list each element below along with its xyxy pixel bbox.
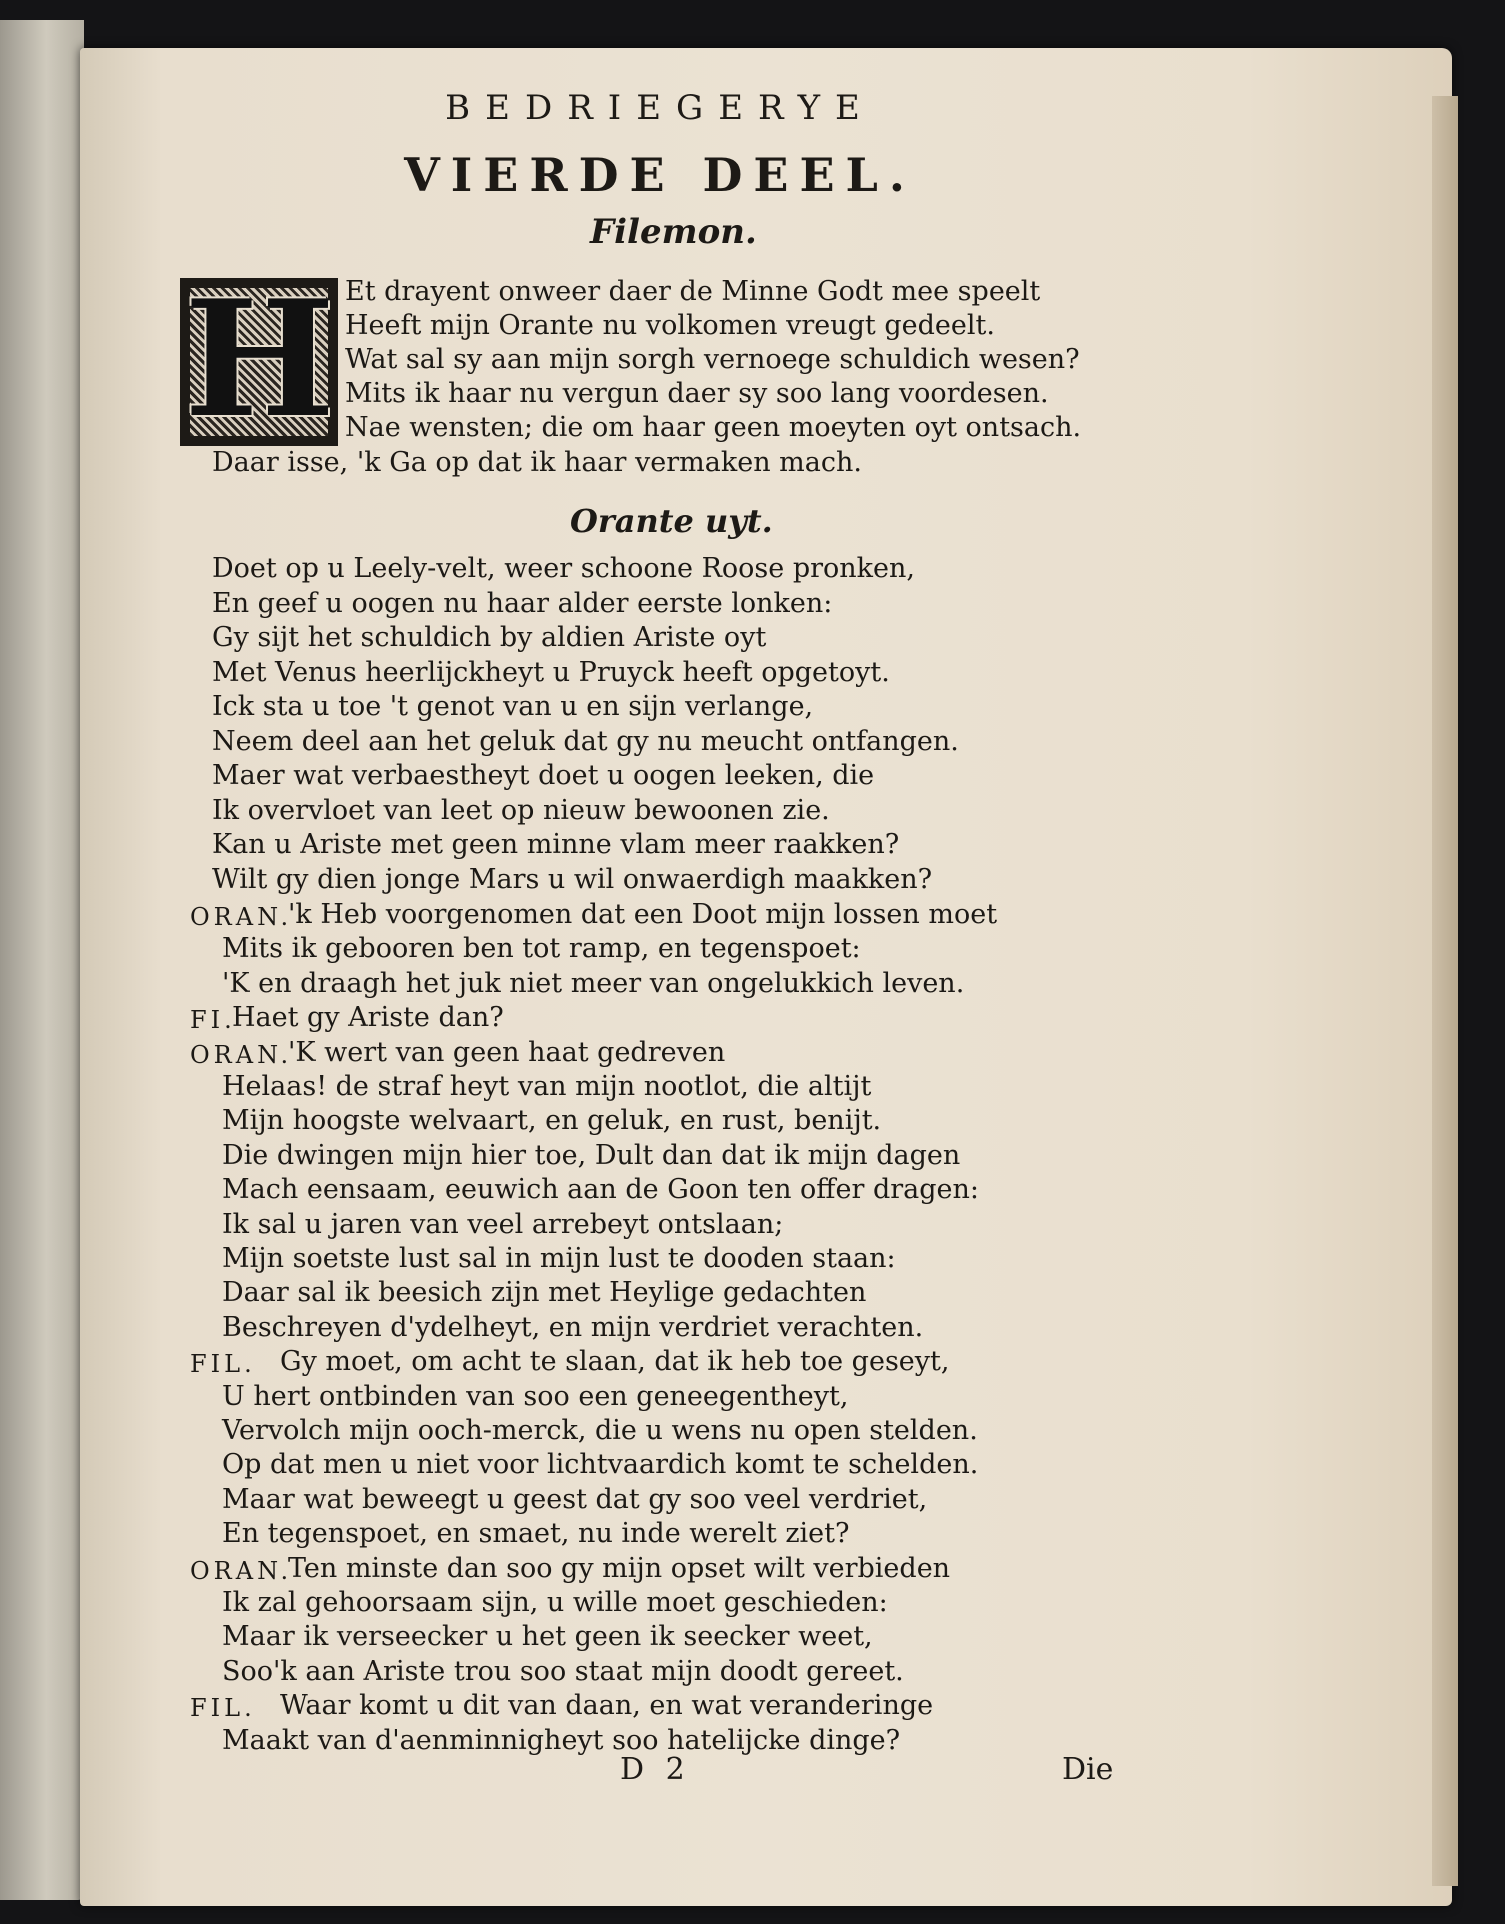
dialogue-line: 'K en draagh het juk niet meer van ongelukkich leven. bbox=[222, 967, 965, 999]
section-title: VIERDE DEEL. bbox=[404, 148, 916, 202]
facing-page-edge bbox=[0, 20, 84, 1900]
dialogue-line: Gy moet, om acht te slaan, dat ik heb toe geseyt, bbox=[280, 1346, 950, 1378]
dialogue-line: 'k Heb voorgenomen dat een Doot mijn lossen moet bbox=[288, 899, 998, 930]
dialogue-line: Maakt van d'aenminnigheyt soo hatelijcke dinge? bbox=[222, 1724, 901, 1756]
signature-mark: D 2 bbox=[620, 1752, 691, 1787]
page-fore-edge bbox=[1432, 96, 1458, 1886]
verse-line: Et drayent onweer daer de Minne Godt mee speelt bbox=[345, 276, 1041, 307]
dialogue-line: U hert ontbinden van soo een geneegentheyt, bbox=[222, 1380, 849, 1412]
verse-line: Wat sal sy aan mijn sorgh vernoege schuldich wesen? bbox=[345, 344, 1080, 375]
dialogue-line: Ten minste dan soo gy mijn opset wilt verbieden bbox=[288, 1552, 951, 1584]
dialogue-line: Mijn hoogste welvaart, en geluk, en rust, benijt. bbox=[222, 1105, 882, 1137]
speaker-heading-filemon: Filemon. bbox=[590, 212, 757, 252]
dialogue-line: Mijn soetste lust sal in mijn lust te dooden staan: bbox=[222, 1243, 896, 1274]
dialogue-line: Mach eensaam, eeuwich aan de Goon ten offer dragen: bbox=[222, 1174, 979, 1206]
verse-line: Daar isse, 'k Ga op dat ik haar vermaken mach. bbox=[212, 447, 862, 478]
catchword: Die bbox=[1062, 1752, 1114, 1787]
dialogue-line: Haet gy Ariste dan? bbox=[232, 1002, 504, 1034]
dialogue-line: Ik zal gehoorsaam sijn, u wille moet geschieden: bbox=[222, 1587, 888, 1618]
dialogue-line: Beschreyen d'ydelheyt, en mijn verdriet verachten. bbox=[222, 1311, 924, 1343]
dialogue-line: Maar ik verseecker u het geen ik seecker weet, bbox=[222, 1621, 873, 1653]
dialogue-line: Maar wat beweegt u geest dat gy soo veel verdriet, bbox=[222, 1483, 928, 1515]
verse-line: Heeft mijn Orante nu volkomen vreugt gedeelt. bbox=[345, 310, 995, 341]
dialogue-line: Waar komt u dit van daan, en wat veranderinge bbox=[280, 1690, 934, 1722]
speaker-heading-orante: Orante uyt. bbox=[570, 502, 773, 540]
dialogue-line: Op dat men u niet voor lichtvaardich komt te schelden. bbox=[222, 1449, 979, 1481]
dialogue-line: Helaas! de straf heyt van mijn nootlot, die altijt bbox=[222, 1071, 872, 1102]
dialogue-line: 'K wert van geen haat gedreven bbox=[288, 1036, 726, 1068]
dialogue-line: Ik sal u jaren van veel arrebeyt ontslaan; bbox=[222, 1208, 784, 1240]
running-head: BEDRIEGERYE bbox=[445, 88, 875, 128]
verse-line: Maer wat verbaestheyt doet u oogen leeken, die bbox=[212, 760, 875, 791]
dialogue-line: Vervolch mijn ooch-merck, die u wens nu open stelden. bbox=[222, 1415, 978, 1446]
verse-line: En geef u oogen nu haar alder eerste lonken: bbox=[212, 587, 833, 619]
initial-letter: H bbox=[184, 265, 336, 453]
dialogue-line: Mits ik gebooren ben tot ramp, en tegenspoet: bbox=[222, 933, 861, 965]
speaker-label: FIL. bbox=[190, 1350, 256, 1379]
verse-line: Met Venus heerlijckheyt u Pruyck heeft opgetoyt. bbox=[212, 656, 890, 688]
dialogue-line: Daar sal ik beesich zijn met Heylige gedachten bbox=[222, 1277, 867, 1309]
verse-line: Gy sijt het schuldich by aldien Ariste oyt bbox=[212, 622, 767, 653]
speaker-label: ORAN. bbox=[190, 903, 293, 931]
verse-line: Wilt gy dien jonge Mars u wil onwaerdigh maakken? bbox=[212, 863, 933, 895]
verse-line: Nae wensten; die om haar geen moeyten oyt ontsach. bbox=[345, 412, 1082, 443]
speaker-label: ORAN. bbox=[190, 1040, 293, 1069]
dialogue-line: Die dwingen mijn hier toe, Dult dan dat ik mijn dagen bbox=[222, 1139, 961, 1171]
verse-line: Kan u Ariste met geen minne vlam meer raakken? bbox=[212, 829, 900, 860]
dialogue-line: En tegenspoet, en smaet, nu inde werelt ziet? bbox=[222, 1518, 850, 1550]
verse-line: Doet op u Leely-velt, weer schoone Roose pronken, bbox=[212, 553, 915, 584]
speaker-label: ORAN. bbox=[190, 1556, 293, 1585]
verse-line: Neem deel aan het geluk dat gy nu meucht ontfangen. bbox=[212, 725, 959, 757]
decorated-initial bbox=[180, 265, 338, 453]
verse-line: Ick sta u toe 't genot van u en sijn verlange, bbox=[212, 691, 814, 722]
verse-line: Ik overvloet van leet op nieuw bewoonen zie. bbox=[212, 794, 830, 826]
speaker-label: FIL. bbox=[190, 1694, 256, 1723]
dialogue-line: Soo'k aan Ariste trou soo staat mijn doodt gereet. bbox=[222, 1655, 904, 1687]
speaker-label: FI. bbox=[190, 1006, 236, 1035]
verse-line: Mits ik haar nu vergun daer sy soo lang voordesen. bbox=[345, 378, 1049, 409]
